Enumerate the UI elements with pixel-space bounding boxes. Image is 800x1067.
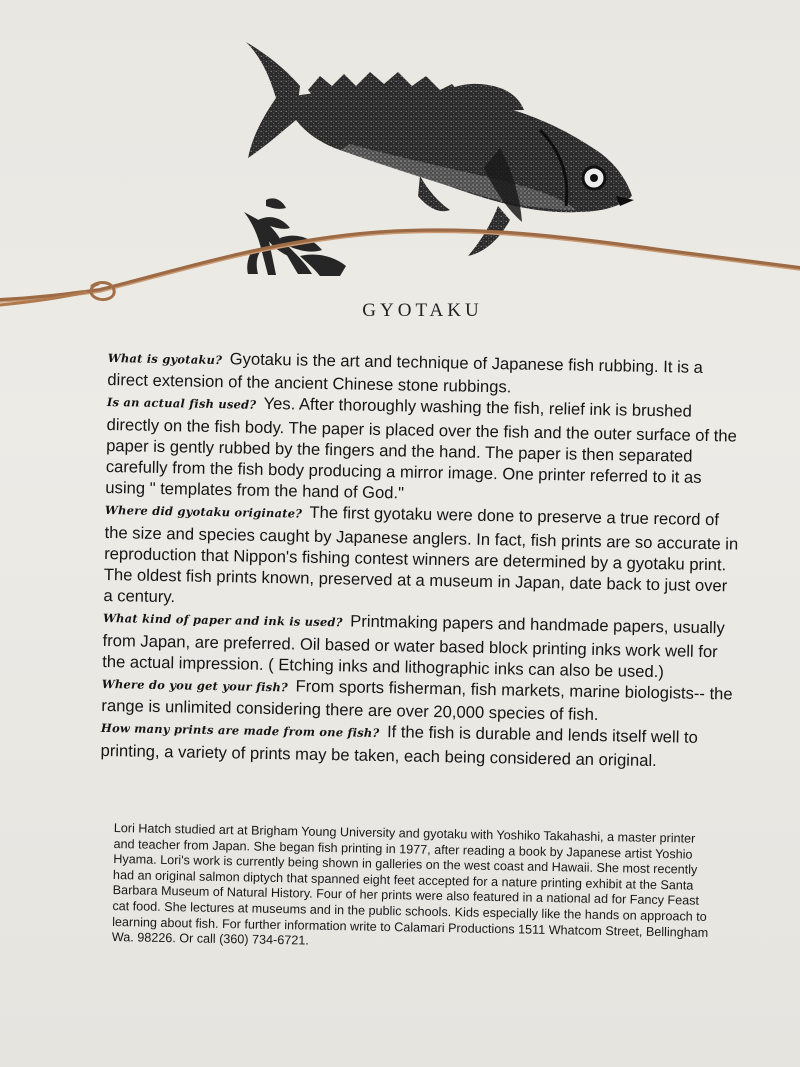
answer: If the fish is durable and lends itself well to printing, a variety of prints may be taken, each being considered an original.	[100, 722, 698, 770]
answer: Printmaking papers and handmade papers, usually from Japan, are preferred. Oil based or water based block printing inks work well for the actual impression. ( Etching inks and lithographic inks can also be used.)	[102, 611, 725, 682]
answer: Gyotaku is the art and technique of Japanese fish rubbing. It is a direct extension of the ancient Chinese stone rubbings.	[107, 349, 704, 397]
artist-bio: Lori Hatch studied art at Brigham Young University and gyotaku with Yoshiko Takahashi, a master printer and teacher from Japan. She began fish printing in 1977, after reading a book by Japanese artist Yoshio Hyama. Lori's work is currently being shown in galleries on the west coast and Hawaii. She most recently had an original salmon diptych that spanned eight feet accepted for a nature printing exhibit at the Santa Barbara Museum of Natural History. Four of her prints were also featured in a national ad for Fancy Feast cat food. She lectures at museums and in the public schools. Kids especially like the hands on approach to learning about fish. For further information write to Calamari Productions 1511 Whatcom Street, Bellingham Wa. 98226. Or call (360) 734-6721.	[111, 820, 709, 948]
question: How many prints are made from one fish?	[100, 721, 380, 741]
qa-item	[102, 606, 738, 683]
question: Where did gyotaku originate?	[104, 503, 303, 522]
qa-item	[105, 390, 742, 510]
question: What is gyotaku?	[107, 350, 223, 368]
question: Where do you get your fish?	[101, 676, 289, 695]
copper-wire	[0, 230, 800, 305]
answer: From sports fisherman, fish markets, marine biologists-- the range is unlimited considering there are over 20,000 species of fish.	[101, 676, 733, 725]
question: Is an actual fish used?	[106, 395, 257, 413]
answer: The first gyotaku were done to preserve a true record of the size and species caught by Japanese anglers. In fact, fish prints are so accurate in reproduction that Nippon's fishing contest winners are determined by a gyotaku print. The oldest fish prints known, preserved at a museum in Japan, date back to just over a century.	[103, 503, 739, 607]
fish-print-illustration	[0, 30, 800, 320]
page-title: GYOTAKU	[362, 300, 483, 321]
qa-section	[100, 346, 742, 772]
fish-print-icon	[246, 42, 634, 256]
question: What kind of paper and ink is used?	[102, 611, 343, 630]
answer: Yes. After thoroughly washing the fish, relief ink is brushed directly on the fish body. The paper is placed over the fish and the outer surface of the paper is gently rubbed by the fingers and the hand. The paper is then separated carefully from the fish body producing a mirror image. One printer referred to it as using " templates from the hand of God."	[105, 394, 737, 503]
qa-item	[103, 498, 740, 618]
